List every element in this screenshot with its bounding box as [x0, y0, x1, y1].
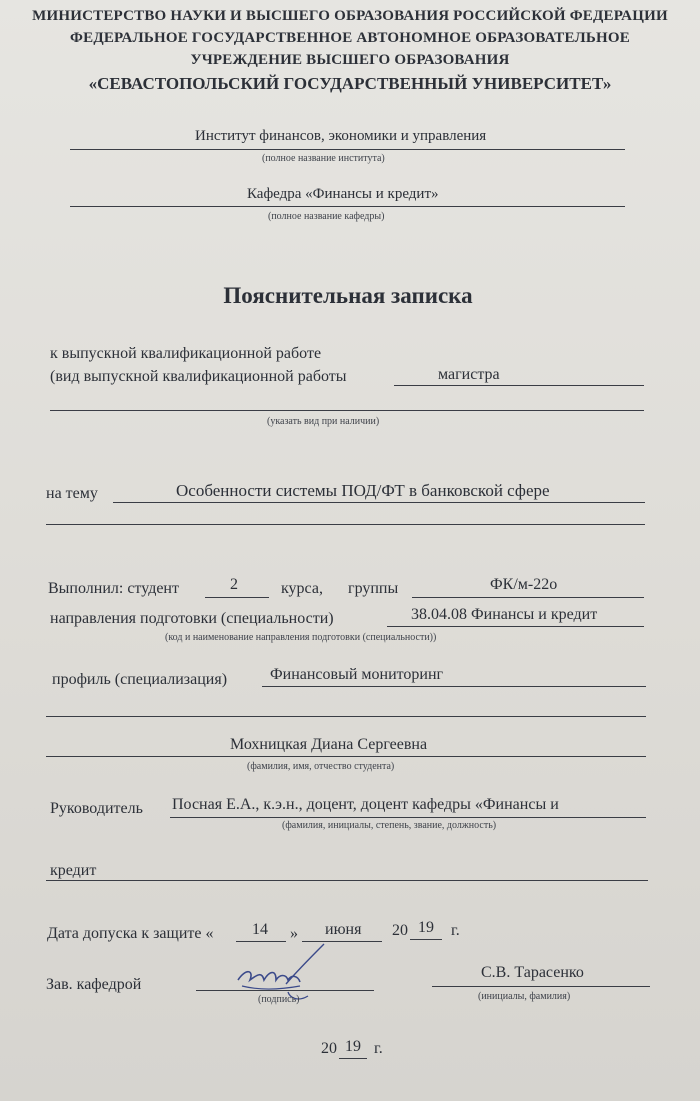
course-value: 2	[230, 576, 238, 593]
admission-month: июня	[325, 921, 362, 938]
supervisor-value-cont: кредит	[50, 862, 97, 879]
student-name-hint: (фамилия, имя, отчество студента)	[247, 761, 395, 772]
work-type-line	[394, 385, 644, 386]
signature-hint: (подпись)	[258, 994, 300, 1005]
university-name: «СЕВАСТОПОЛЬСКИЙ ГОСУДАРСТВЕННЫЙ УНИВЕРСИТЕТ»	[88, 74, 612, 93]
admission-year-line	[410, 939, 442, 940]
work-extra-line	[50, 410, 644, 411]
direction-hint: (код и наименование направления подготовки (специальности))	[165, 632, 437, 643]
direction-value: 38.04.08 Финансы и кредит	[411, 606, 598, 623]
head-name-hint: (инициалы, фамилия)	[478, 991, 571, 1002]
department-hint: (полное название кафедры)	[268, 211, 385, 222]
department-name: Кафедра «Финансы и кредит»	[247, 186, 439, 202]
head-name-line	[432, 986, 650, 987]
group-value: ФК/м-22о	[490, 576, 558, 593]
document-title: Пояснительная записка	[223, 283, 473, 308]
institute-name: Институт финансов, экономики и управления	[195, 128, 487, 144]
head-label: Зав. кафедрой	[46, 976, 142, 993]
direction-label: направления подготовки (специальности)	[50, 610, 334, 627]
profile-extra-line	[46, 716, 646, 717]
footer-year: 19	[345, 1038, 361, 1055]
profile-line	[262, 686, 646, 687]
institution-type-header: ФЕДЕРАЛЬНОЕ ГОСУДАРСТВЕННОЕ АВТОНОМНОЕ ОБРАЗОВАТЕЛЬНОЕ	[70, 30, 630, 46]
course-label: курса,	[281, 580, 323, 597]
admission-day: 14	[252, 921, 268, 938]
admission-year-suffix: г.	[451, 922, 460, 939]
admission-year: 19	[418, 919, 434, 936]
supervisor-label: Руководитель	[50, 800, 143, 817]
student-name: Мохницкая Диана Сергеевна	[230, 736, 428, 753]
work-type-value: магистра	[438, 366, 500, 383]
supervisor-extra-line	[46, 880, 648, 881]
topic-value: Особенности системы ПОД/ФТ в банковской сфере	[176, 481, 550, 500]
head-name: С.В. Тарасенко	[481, 964, 584, 981]
supervisor-hint: (фамилия, инициалы, степень, звание, должность)	[282, 820, 497, 831]
profile-value: Финансовый мониторинг	[270, 666, 444, 683]
admission-label: Дата допуска к защите «	[47, 925, 214, 942]
admission-year-prefix: 20	[392, 922, 408, 939]
institution-type-header-2: УЧРЕЖДЕНИЕ ВЫСШЕГО ОБРАЗОВАНИЯ	[190, 52, 510, 68]
topic-extra-line	[46, 524, 645, 525]
institute-line	[70, 149, 625, 150]
ministry-header: МИНИСТЕРСТВО НАУКИ И ВЫСШЕГО ОБРАЗОВАНИЯ РОССИЙСКОЙ ФЕДЕРАЦИИ	[32, 8, 668, 24]
footer-year-prefix: 20	[321, 1040, 337, 1057]
footer-year-line	[339, 1058, 367, 1059]
student-name-line	[46, 756, 646, 757]
group-line	[412, 597, 644, 598]
admission-quote-close: »	[290, 925, 298, 942]
work-line1: к выпускной квалификационной работе	[50, 345, 322, 362]
group-label: группы	[348, 580, 399, 597]
footer-year-suffix: г.	[374, 1040, 383, 1057]
profile-label: профиль (специализация)	[52, 671, 228, 688]
course-line	[205, 597, 269, 598]
work-type-hint: (указать вид при наличии)	[267, 416, 380, 427]
department-line	[70, 206, 625, 207]
topic-label: на тему	[46, 485, 98, 502]
work-line2: (вид выпускной квалификационной работы	[50, 368, 347, 385]
institute-hint: (полное название института)	[262, 153, 385, 164]
direction-line	[387, 626, 644, 627]
topic-line	[113, 502, 645, 503]
student-label: Выполнил: студент	[48, 580, 179, 597]
supervisor-line	[170, 817, 646, 818]
supervisor-value: Посная Е.А., к.э.н., доцент, доцент кафедры «Финансы и	[172, 796, 559, 813]
